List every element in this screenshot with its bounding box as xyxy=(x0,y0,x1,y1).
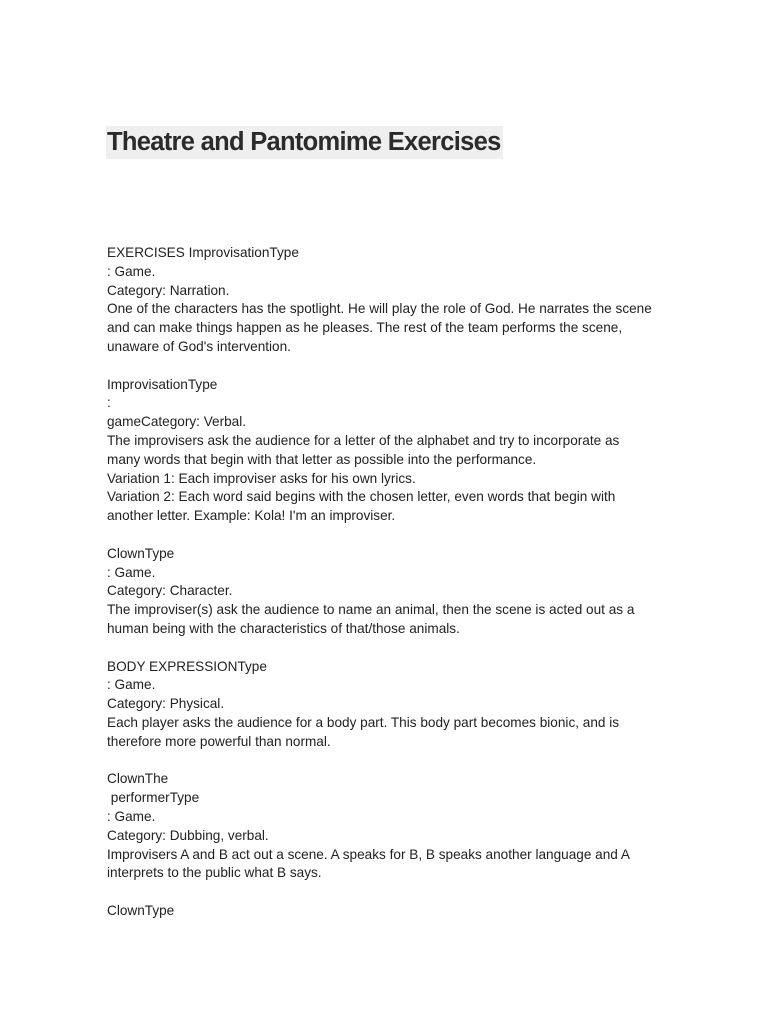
text-line: gameCategory: Verbal. xyxy=(107,414,247,430)
text-line: ClownType xyxy=(107,545,175,561)
text-line: : Game. xyxy=(107,677,156,693)
exercise-block-1 xyxy=(107,244,677,357)
text-line: Category: Narration. xyxy=(107,282,230,298)
text-line: therefore more powerful than normal. xyxy=(107,733,331,749)
text-line: and can make things happen as he pleases. The rest of the team performs the scene, xyxy=(107,320,623,336)
text-line: Variation 2: Each word said begins with the chosen letter, even words that begin with xyxy=(107,489,616,505)
text-line: Category: Dubbing, verbal. xyxy=(107,827,269,843)
text-line: : Game. xyxy=(107,263,156,279)
text-line: human being with the characteristics of that/those animals. xyxy=(107,620,460,636)
text-line: another letter. Example: Kola! I'm an improviser. xyxy=(107,508,396,524)
exercise-block-3 xyxy=(107,545,677,639)
exercise-block-4 xyxy=(107,658,677,752)
text-line: : Game. xyxy=(107,564,156,580)
text-line: Improvisers A and B act out a scene. A speaks for B, B speaks another language and A xyxy=(107,846,630,862)
text-line: performerType xyxy=(107,790,200,806)
text-line: interprets to the public what B says. xyxy=(107,865,322,881)
text-line: Variation 1: Each improviser asks for his own lyrics. xyxy=(107,470,416,486)
text-line: ClownType xyxy=(107,902,175,918)
text-line: Category: Physical. xyxy=(107,696,225,712)
text-line: unaware of God's intervention. xyxy=(107,338,291,354)
text-line: Category: Character. xyxy=(107,583,233,599)
text-line: many words that begin with that letter as possible into the performance. xyxy=(107,451,537,467)
text-line: One of the characters has the spotlight. He will play the role of God. He narrates the scene xyxy=(107,301,652,317)
text-line: : Game. xyxy=(107,808,156,824)
text-line: BODY EXPRESSIONType xyxy=(107,658,267,674)
text-line: ClownThe xyxy=(107,771,169,787)
page-title: Theatre and Pantomime Exercises xyxy=(106,126,503,159)
text-line: EXERCISES ImprovisationType xyxy=(107,245,299,260)
exercise-block-5 xyxy=(107,770,677,883)
exercise-block-6 xyxy=(107,902,677,921)
text-line: The improviser(s) ask the audience to name an animal, then the scene is acted out as a xyxy=(107,602,635,618)
text-line: ImprovisationType xyxy=(107,376,218,392)
text-line: The improvisers ask the audience for a letter of the alphabet and try to incorporate as xyxy=(107,432,620,448)
exercise-block-2 xyxy=(107,376,677,526)
text-line: Each player asks the audience for a body part. This body part becomes bionic, and is xyxy=(107,714,620,730)
document-body xyxy=(107,244,677,939)
text-line: : xyxy=(107,395,111,411)
